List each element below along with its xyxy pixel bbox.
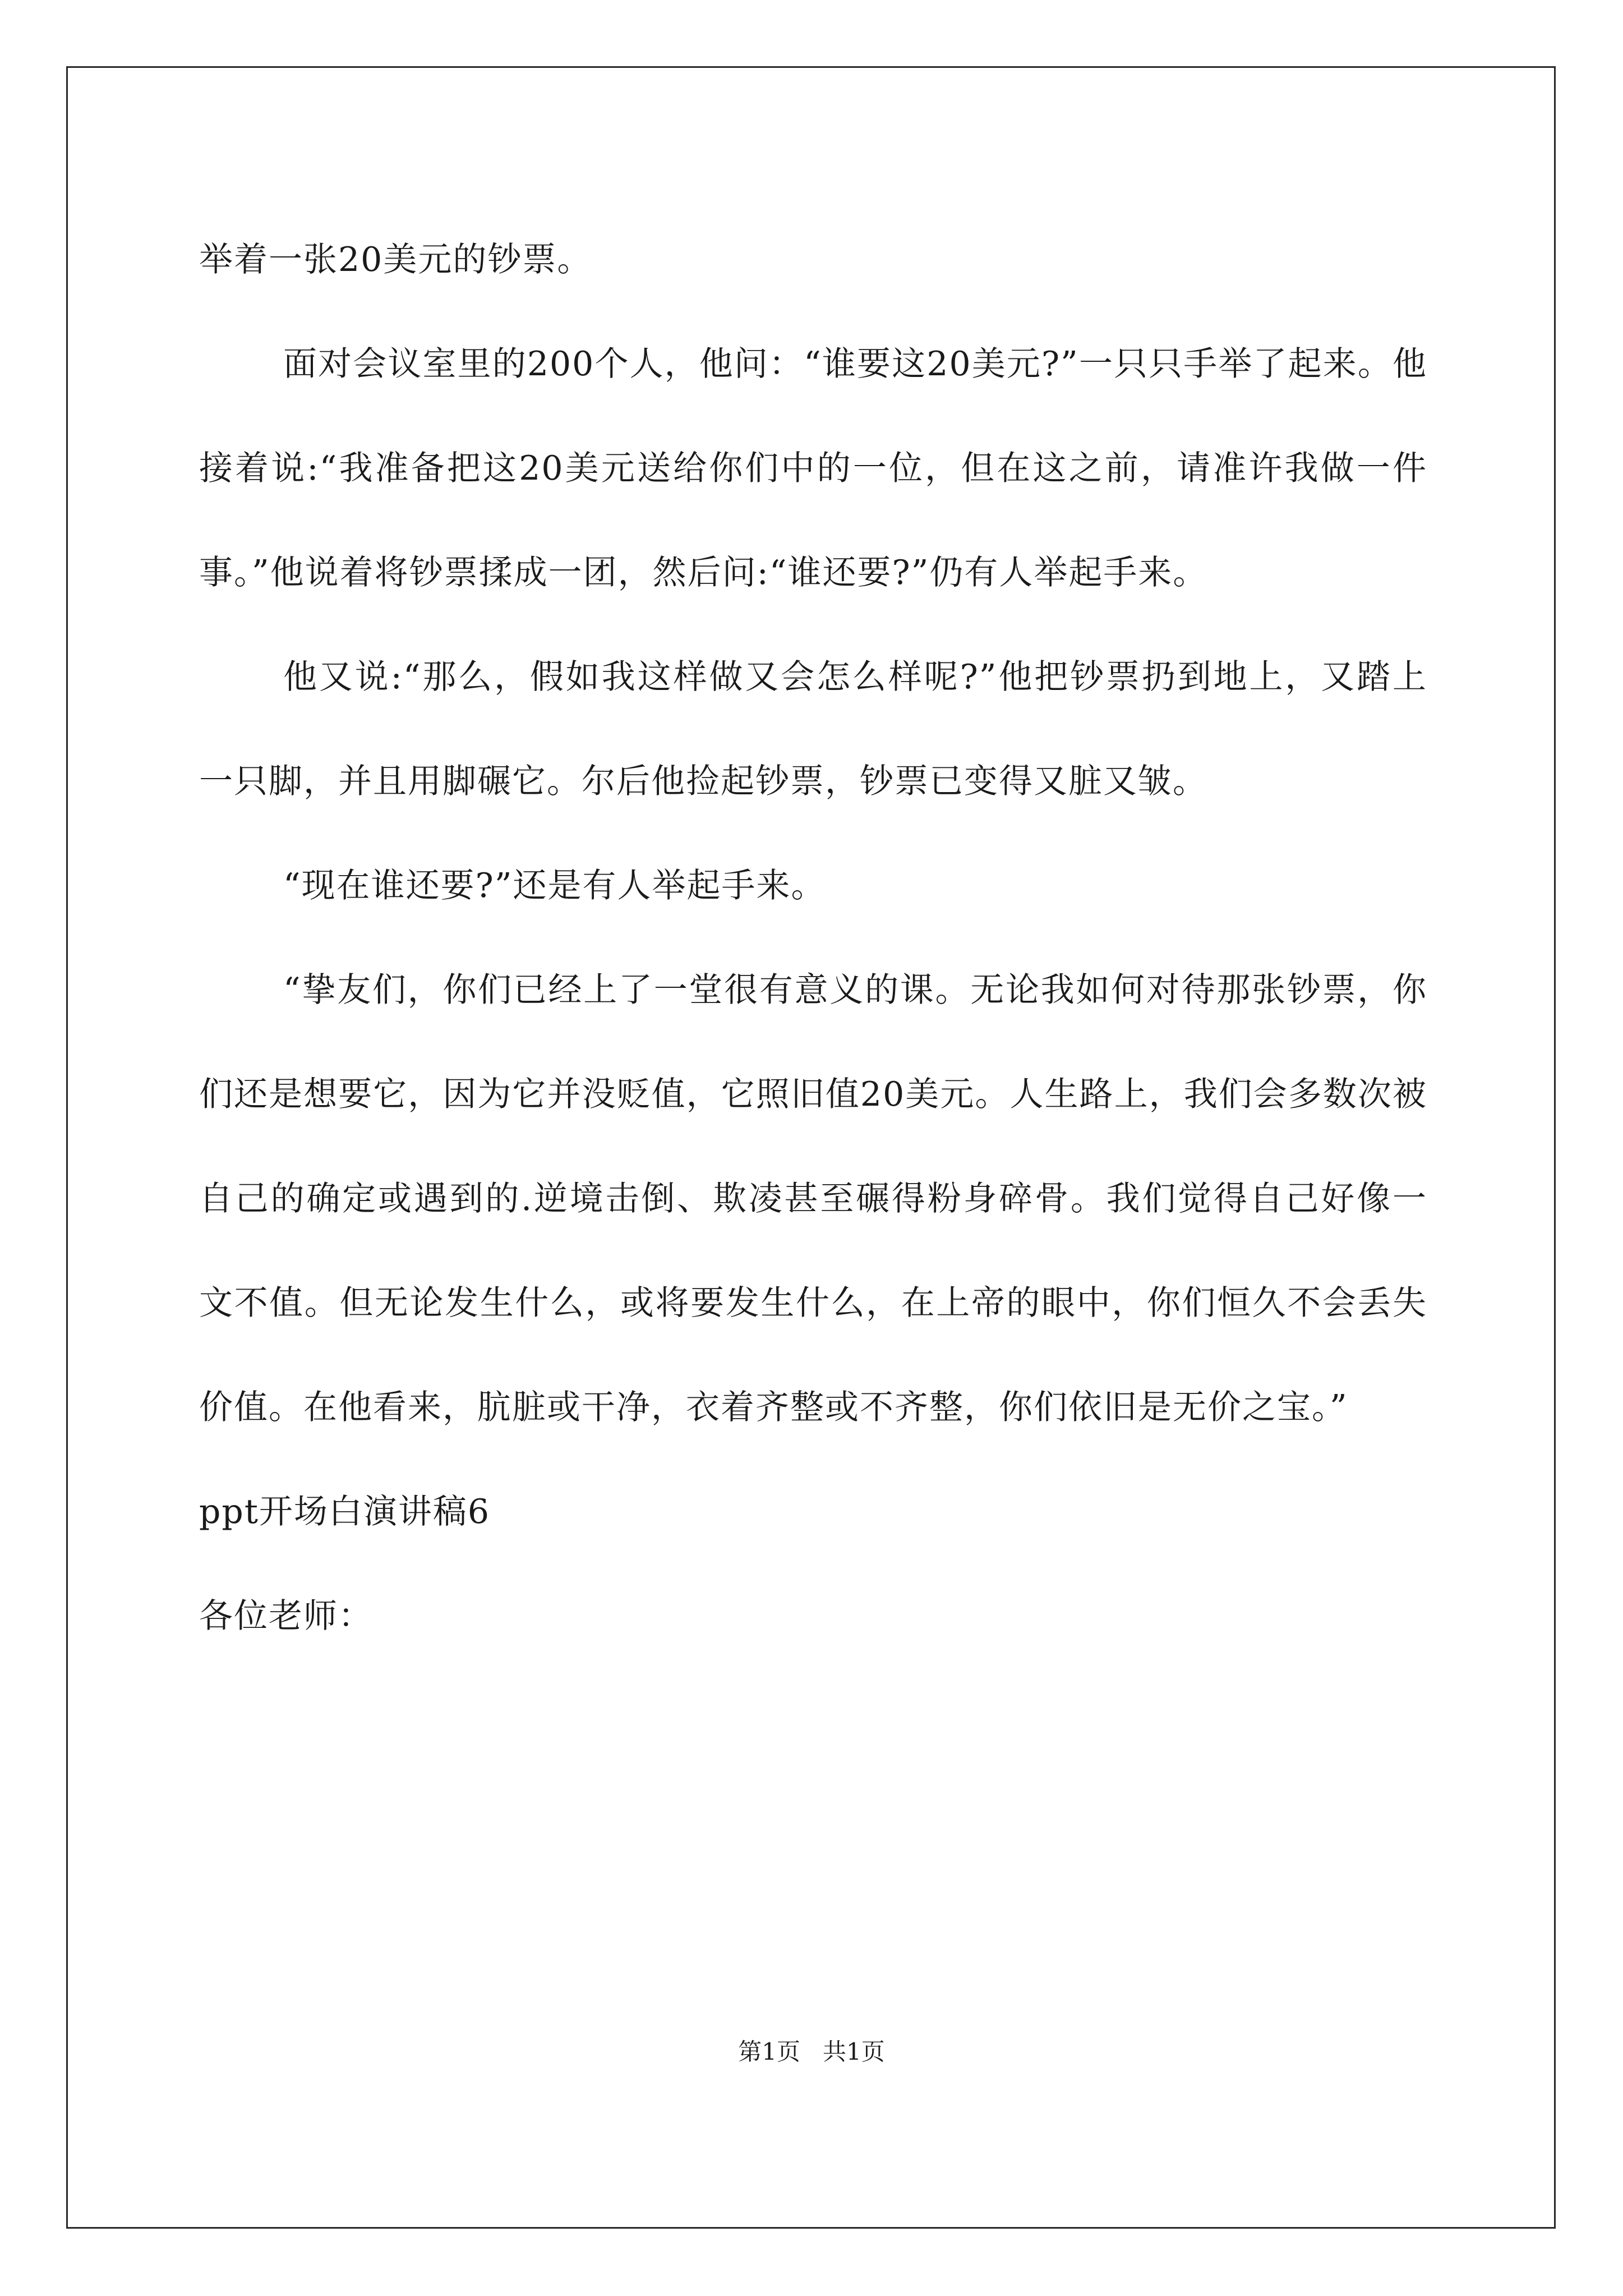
paragraph-2: 面对会议室里的200个人，他问：“谁要这20美元?”一只只手举了起来。他接着说:“我准备把这20美元送给你们中的一位，但在这之前，请准许我做一件事。”他说着将钞票揉成一团，然后问:“谁还要?”仍有人举起手来。	[199, 344, 1427, 592]
paragraph-4: “现在谁还要?”还是有人举起手来。	[283, 866, 826, 905]
salutation: 各位老师：	[199, 1596, 373, 1636]
paragraph-1: 举着一张20美元的钞票。	[199, 240, 592, 279]
paragraph-5: “挚友们，你们已经上了一堂很有意义的课。无论我如何对待那张钞票，你们还是想要它，因为它并没贬值，它照旧值20美元。人生路上，我们会多数次被自己的确定或遇到的.逆境击倒、欺凌甚至碾得粉身碎骨。我们觉得自己好像一文不值。但无论发生什么，或将要发生什么，在上帝的眼中，你们恒久不会丢失价值。在他看来，肮脏或干净，衣着齐整或不齐整，你们依旧是无价之宝。”	[199, 970, 1427, 1427]
page-footer: 第1页 共1页	[738, 2038, 885, 2065]
document-body	[199, 208, 1427, 1668]
paragraph-3: 他又说:“那么，假如我这样做又会怎么样呢?”他把钞票扔到地上，又踏上一只脚，并且用脚碾它。尔后他捡起钞票，钞票已变得又脏又皱。	[199, 657, 1427, 801]
section-heading: ppt开场白演讲稿6	[199, 1492, 491, 1531]
